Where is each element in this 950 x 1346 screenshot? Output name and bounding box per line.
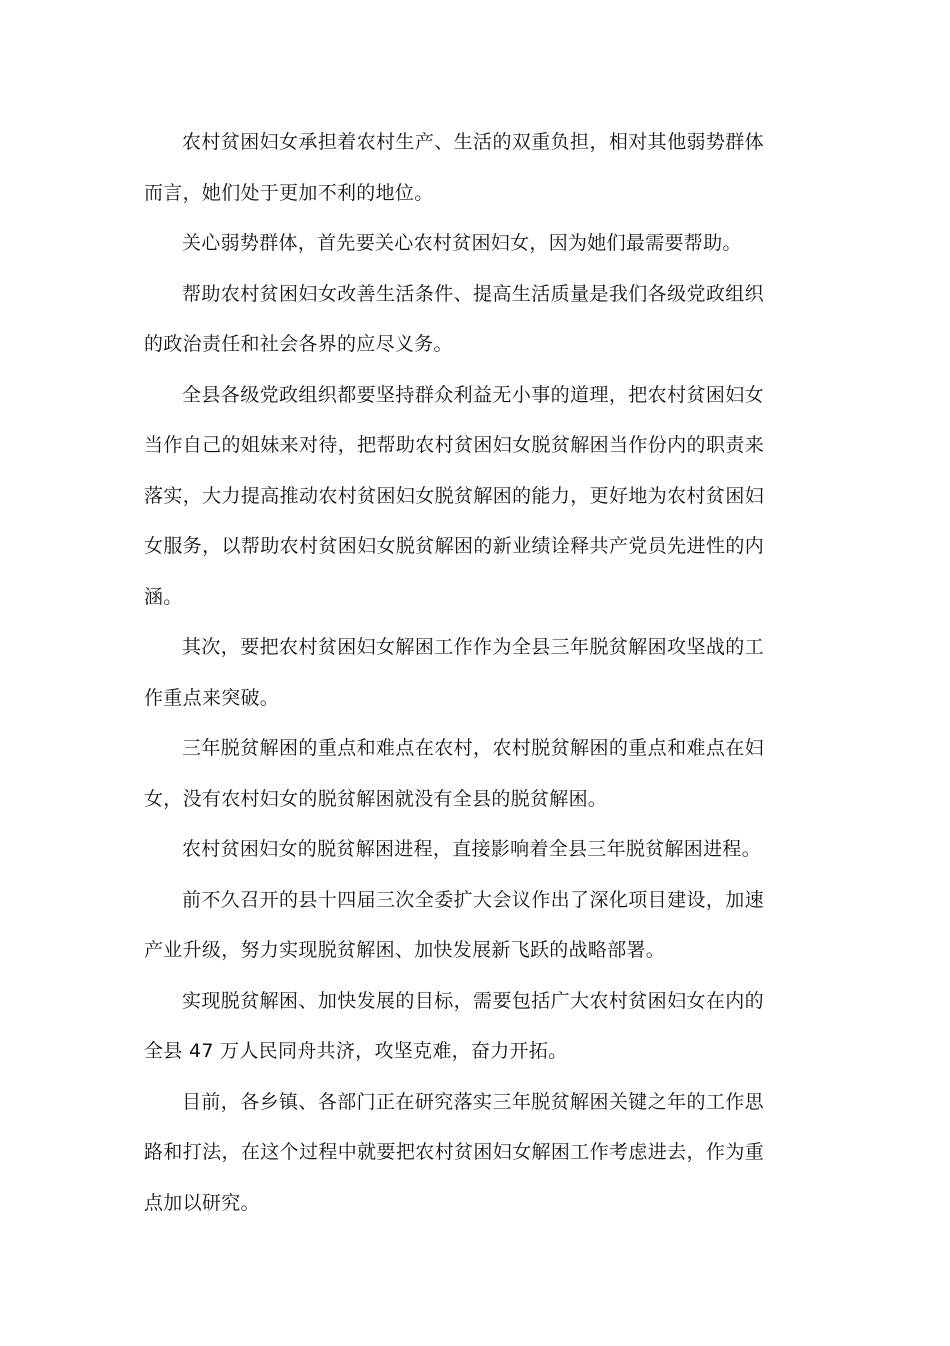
paragraph-6: 三年脱贫解困的重点和难点在农村，农村脱贫解困的重点和难点在妇女，没有农村妇女的脱贫解困就没有全县的脱贫解困。	[144, 737, 764, 810]
paragraph-3: 帮助农村贫困妇女改善生活条件、提高生活质量是我们各级党政组织的政治责任和社会各界的应尽义务。	[144, 282, 764, 355]
paragraph-5: 其次，要把农村贫困妇女解困工作作为全县三年脱贫解困攻坚战的工作重点来突破。	[144, 636, 764, 709]
paragraph-2: 关心弱势群体，首先要关心农村贫困妇女，因为她们最需要帮助。	[182, 232, 742, 254]
paragraph-10: 目前，各乡镇、各部门正在研究落实三年脱贫解困关键之年的工作思路和打法，在这个过程中就要把农村贫困妇女解困工作考虑进去，作为重点加以研究。	[144, 1090, 764, 1214]
paragraph-7: 农村贫困妇女的脱贫解困进程，直接影响着全县三年脱贫解困进程。	[182, 838, 762, 860]
paragraph-9: 实现脱贫解困、加快发展的目标，需要包括广大农村贫困妇女在内的全县 47 万人民同舟共济，攻坚克难，奋力开拓。	[144, 989, 764, 1062]
paragraph-4: 全县各级党政组织都要坚持群众利益无小事的道理，把农村贫困妇女当作自己的姐妹来对待，把帮助农村贫困妇女脱贫解困当作份内的职责来落实，大力提高推动农村贫困妇女脱贫解困的能力，更好地为农村贫困妇女服务，以帮助农村贫困妇女脱贫解困的新业绩诠释共产党员先进性的内涵。	[144, 383, 764, 608]
paragraph-8: 前不久召开的县十四届三次全委扩大会议作出了深化项目建设，加速产业升级，努力实现脱贫解困、加快发展新飞跃的战略部署。	[144, 888, 764, 961]
paragraph-1: 农村贫困妇女承担着农村生产、生活的双重负担，相对其他弱势群体而言，她们处于更加不利的地位。	[144, 131, 764, 204]
document-body	[144, 117, 764, 1228]
